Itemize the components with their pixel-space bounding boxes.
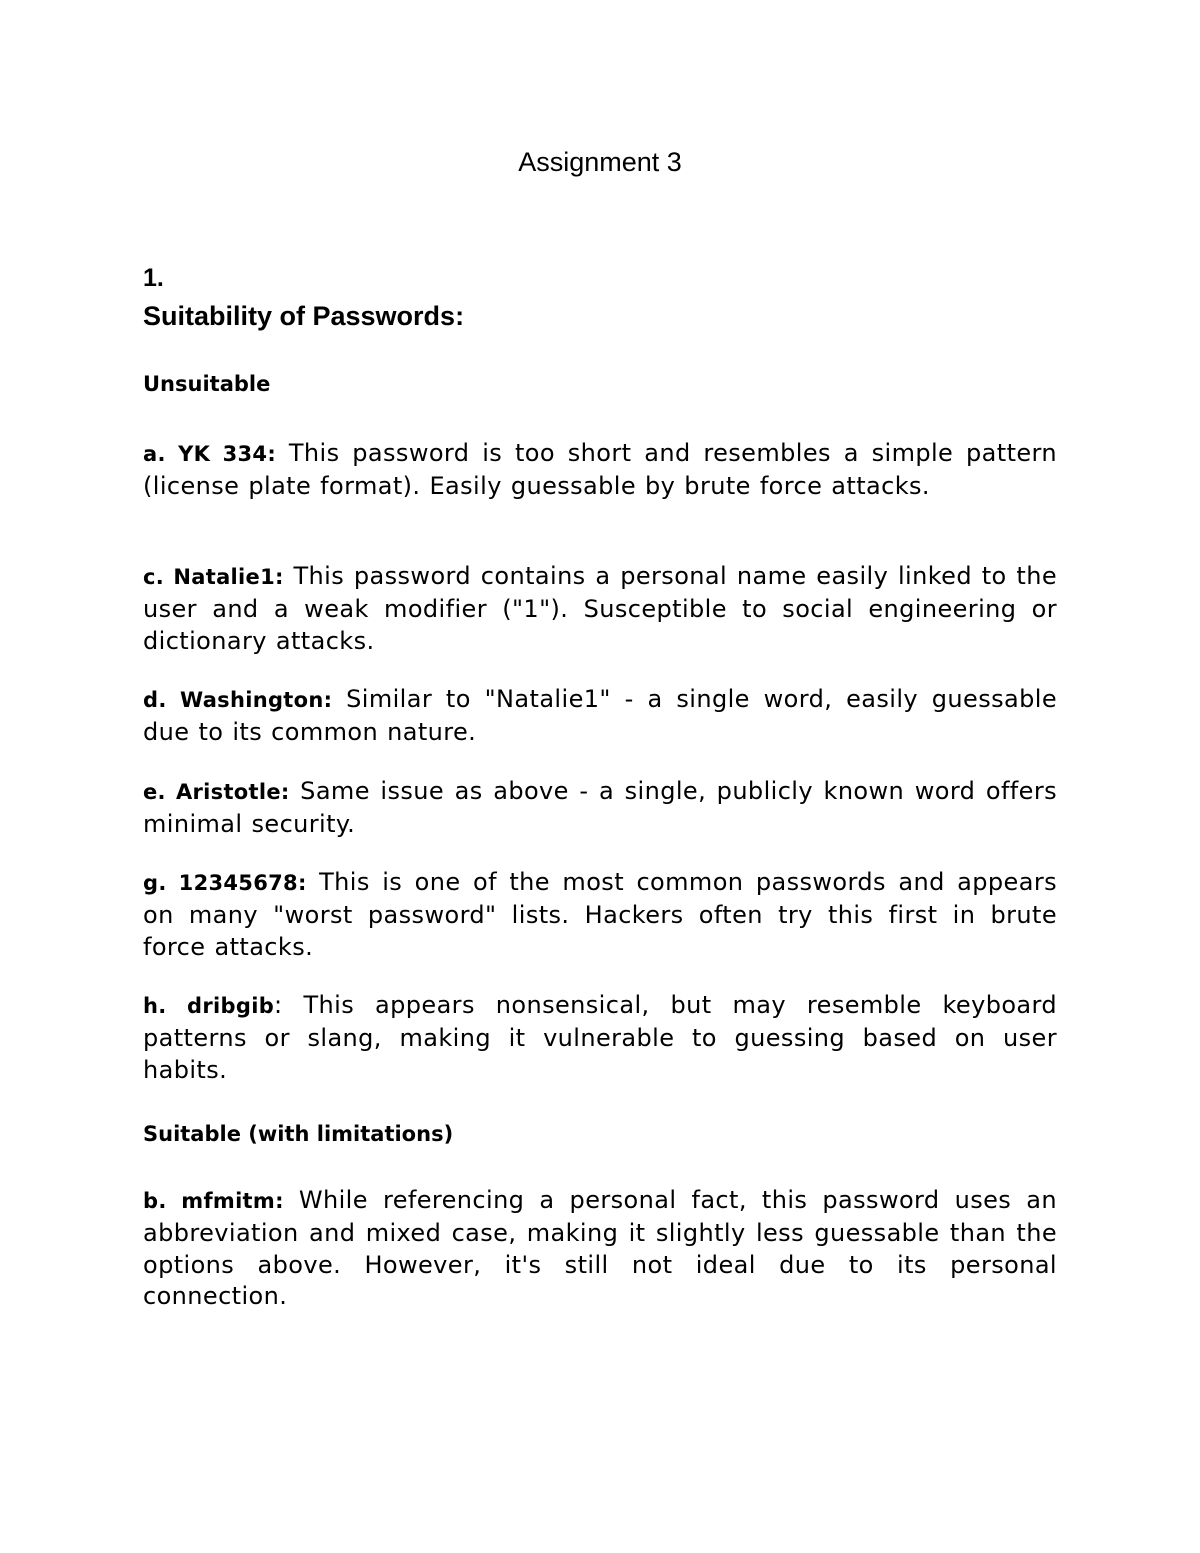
password-entry-key: a. YK 334: <box>143 442 277 466</box>
password-entry-e <box>143 776 1057 841</box>
password-entry-h <box>143 990 1057 1086</box>
password-entry-text: : This appears nonsensical, but may resemble keyboard patterns or slang, making it vulnerable to guessing based on user habits. <box>143 991 1057 1084</box>
password-entry-c <box>143 561 1057 657</box>
password-entry-b <box>143 1185 1057 1313</box>
password-entry-g <box>143 867 1057 963</box>
password-entry-key: c. Natalie1: <box>143 565 284 589</box>
password-entry-text: Same issue as above - a single, publicly known word offers minimal security. <box>143 777 1057 838</box>
password-entry-key: b. mfmitm: <box>143 1189 284 1213</box>
password-entry-a <box>143 438 1057 503</box>
password-entry-text: This is one of the most common passwords and appears on many "worst password" lists. Hackers often try this first in brute force attacks. <box>143 868 1057 961</box>
password-entry-key: e. Aristotle: <box>143 780 290 804</box>
password-entry-key: d. Washington: <box>143 688 333 712</box>
password-entry-text: This password is too short and resembles a simple pattern (license plate format). Easily guessable by brute force attacks. <box>143 439 1057 500</box>
document-title: Assignment 3 <box>518 147 682 177</box>
question-number: 1. <box>143 264 164 292</box>
section-title: Suitability of Passwords: <box>143 301 465 331</box>
password-entry-text: This password contains a personal name easily linked to the user and a weak modifier ("1"). Susceptible to social engineering or dictionary attacks. <box>143 562 1057 655</box>
password-entry-text: Similar to "Natalie1" - a single word, easily guessable due to its common nature. <box>143 685 1057 746</box>
group-heading-suitable: Suitable (with limitations) <box>143 1122 454 1146</box>
password-entry-text: While referencing a personal fact, this password uses an abbreviation and mixed case, making it slightly less guessable than the options above. However, it's still not ideal due to its personal connection. <box>143 1186 1057 1311</box>
password-entry-key: g. 12345678: <box>143 871 307 895</box>
password-entry-d <box>143 684 1057 749</box>
group-heading-unsuitable: Unsuitable <box>143 372 271 396</box>
password-entry-key: h. dribgib <box>143 994 275 1018</box>
